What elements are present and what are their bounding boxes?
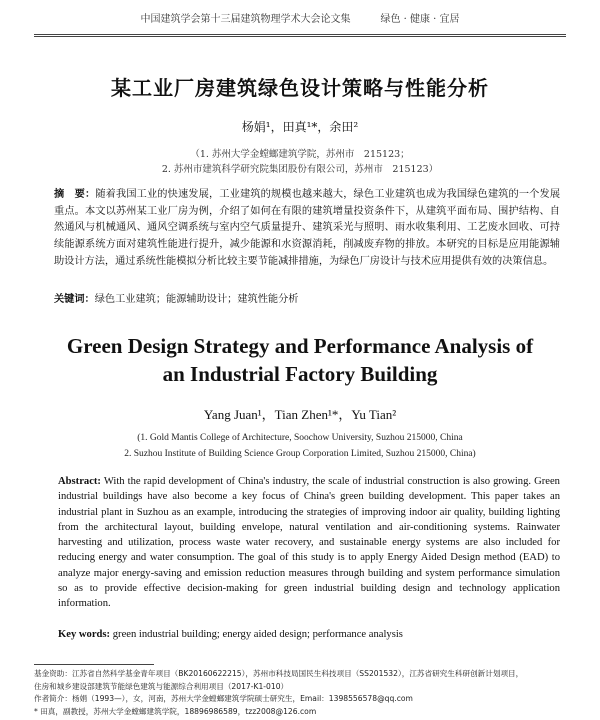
zh-affiliation-2: 2. 苏州市建筑科学研究院集团股份有限公司，苏州市 215123） <box>161 164 439 175</box>
footnote-line: 住房和城乡建设部建筑节能绿色建筑与能源综合利用项目（2017-K1-010） <box>34 681 289 691</box>
en-keywords-text: green industrial building; energy aided design; performance analysis <box>112 629 403 640</box>
zh-title: 某工业厂房建筑绿色设计策略与性能分析 <box>111 76 489 100</box>
zh-abstract-label: 摘 要： <box>54 189 96 200</box>
en-title <box>0 332 600 388</box>
zh-authors: 杨娟¹，田真¹*，余田² <box>241 120 359 134</box>
en-affiliation-2: 2. Suzhou Institute of Building Science Group Corporation Limited, Suzhou 215000, China) <box>124 449 476 459</box>
footnote-line: 基金资助：江苏省自然科学基金青年项目（BK20160622215），苏州市科技局国民生科技项目（SS201532），江苏省研究生科研创新计划项目， <box>34 669 524 678</box>
en-keywords-label: Key words: <box>58 629 111 640</box>
en-title-line-2: an Industrial Factory Building <box>162 362 438 386</box>
en-affiliation-1: (1. Gold Mantis College of Architecture, Soochow University, Suzhou 215000, China <box>137 433 463 443</box>
zh-abstract <box>54 187 560 271</box>
en-keywords <box>58 629 560 640</box>
en-abstract-label: Abstract: <box>58 476 101 487</box>
en-abstract-text: With the rapid development of China's industry, the scale of industrial construction is also growing. Green industrial buildings have also become a key focus of China's green building development. This paper takes an industrial plant in Suzhou as an example, introducing the strategies of improving indoor air quality, building lighting from the architectural layout, building envelope, natural ventilation and air-conditioning systems. Rainwater harvesting and utilization, process waste water recovery, and sustainable energy systems are also included for reducing energy and water consumption. The goal of this study is to apply Energy Aided Design method (EAD) to analyze major energy-saving and emission reduction measures through building and system performance simulation so as to provide effective decision-making for green industrial building design and technology application information. <box>58 476 560 610</box>
footnote-rule <box>34 664 154 665</box>
header-rule <box>34 34 566 37</box>
zh-keywords <box>54 290 560 305</box>
footnotes <box>34 668 566 718</box>
en-abstract <box>58 474 560 612</box>
footnote-line: 作者简介：杨娟（1993—），女，河南，苏州大学金螳螂建筑学院硕士研究生，Email：1398556578@qq.com <box>34 694 413 704</box>
zh-abstract-text: 随着我国工业的快速发展，工业建筑的规模也越来越大，绿色工业建筑也成为我国绿色建筑的一个发展重点。本文以苏州某工业厂房为例，介绍了如何在有限的建筑增量投资条件下，从建筑平面布局、围护结构、自然通风与机械通风、通风空调系统与室内空气质量提升、建筑采光与照明、雨水收集利用、工艺废水回收、可持续能源系统方面对建筑性能进行提升，减少能源和水资源消耗，削减废弃物的排放。本研究的目标是应用能源辅助设计方法，通过系统性能模拟分析比较主要节能减排措施，为绿色厂房设计与技术应用提供有效的决策信息。 <box>54 189 561 267</box>
zh-keywords-label: 关键词： <box>54 294 95 305</box>
running-header: 中国建筑学会第十三届建筑物理学术大会论文集 绿色 · 健康 · 宜居 <box>140 14 460 25</box>
footnote-line: * 田真，副教授，苏州大学金螳螂建筑学院，18896986589，tzz2008@126.com <box>34 706 317 716</box>
en-authors: Yang Juan¹，Tian Zhen¹*，Yu Tian² <box>203 407 397 422</box>
en-title-line-1: Green Design Strategy and Performance Analysis of <box>66 334 534 358</box>
zh-keywords-text: 绿色工业建筑；能源辅助设计；建筑性能分析 <box>94 294 299 305</box>
zh-affiliation-1: （1. 苏州大学金螳螂建筑学院，苏州市 215123； <box>190 149 410 160</box>
